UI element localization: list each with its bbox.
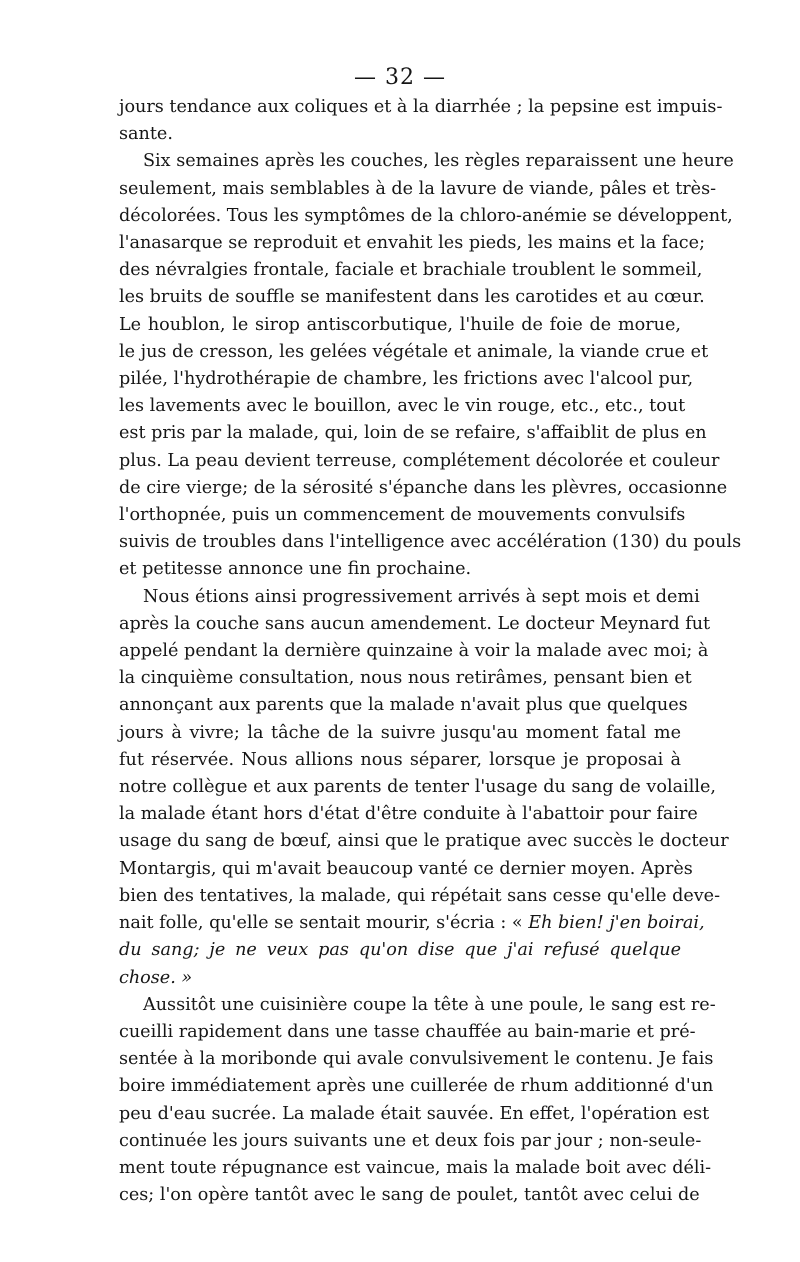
text-line: des névralgies frontale, faciale et brachiale troublent le sommeil, (119, 260, 703, 281)
text-line: et petitesse annonce une fin prochaine. (119, 559, 472, 580)
text-line: ment toute répugnance est vaincue, mais la malade boit avec déli- (119, 1157, 712, 1178)
text-line: continuée les jours suivants une et deux fois par jour ; non-seule- (119, 1130, 702, 1151)
text-line: jours tendance aux coliques et à la diarrhée ; la pepsine est impuis- (119, 97, 723, 117)
text-line: est pris par la malade, qui, loin de se refaire, s'affaiblit de plus en (119, 423, 707, 444)
text-line: annonçant aux parents que la malade n'avait plus que quelques (119, 695, 688, 716)
text-line: pilée, l'hydrothérapie de chambre, les frictions avec l'alcool pur, (119, 369, 694, 390)
text-line: les lavements avec le bouillon, avec le vin rouge, etc., etc., tout (119, 396, 686, 417)
text-line-with-quote (119, 910, 705, 937)
text-line: Six semaines après les couches, les règles reparaissent une heure (143, 151, 734, 172)
text-line: Nous étions ainsi progressivement arrivés à sept mois et demi (143, 586, 700, 607)
quote-italic: Eh bien! j'en boirai, (528, 913, 705, 934)
text-line-italic: du sang; je ne veux pas qu'on dise que j'ai refusé quelque (119, 940, 681, 961)
text-line: après la couche sans aucun amendement. Le docteur Meynard fut (119, 613, 711, 634)
text-line: l'orthopnée, puis un commencement de mouvements convulsifs (119, 505, 686, 526)
text-line: bien des tentatives, la malade, qui répétait sans cesse qu'elle deve- (119, 885, 721, 906)
text-line: ces; l'on opère tantôt avec le sang de poulet, tantôt avec celui de (119, 1185, 700, 1206)
text-line: plus. La peau devient terreuse, complétement décolorée et couleur (119, 450, 720, 471)
text-line: le jus de cresson, les gelées végétale et animale, la viande crue et (119, 341, 709, 362)
text-line: suivis de troubles dans l'intelligence avec accélération (130) du pouls (119, 532, 742, 553)
text-line: usage du sang de bœuf, ainsi que le pratique avec succès le docteur (119, 831, 729, 852)
text-line: décolorées. Tous les symptômes de la chloro-anémie se développent, (119, 205, 733, 226)
paragraph-2 (119, 148, 742, 583)
text-line: les bruits de souffle se manifestent dans les carotides et au cœur. (119, 287, 705, 308)
text-line: cueilli rapidement dans une tasse chauffée au bain-marie et pré- (119, 1021, 696, 1042)
text-line: la cinquième consultation, nous nous retirâmes, pensant bien et (119, 668, 692, 689)
text-line: sante. (119, 124, 173, 145)
text-line: peu d'eau sucrée. La malade était sauvée. En effet, l'opération est (119, 1103, 710, 1124)
text-line: fut réservée. Nous allions nous séparer, lorsque je proposai à (119, 749, 681, 770)
text-line: l'anasarque se reproduit et envahit les pieds, les mains et la face; (119, 233, 705, 254)
paragraph-3 (119, 584, 729, 992)
text-line: appelé pendant la dernière quinzaine à voir la malade avec moi; à (119, 641, 709, 662)
text-line: de cire vierge; de la sérosité s'épanche dans les plèvres, occasionne (119, 477, 728, 498)
paragraph-4 (119, 992, 716, 1210)
text-line-italic: chose. » (119, 967, 193, 988)
text-line: Aussitôt une cuisinière coupe la tête à une poule, le sang est re- (143, 994, 716, 1015)
text-line: Montargis, qui m'avait beaucoup vanté ce dernier moyen. Après (119, 858, 693, 879)
text-line: Le houblon, le sirop antiscorbutique, l'huile de foie de morue, (119, 314, 681, 335)
paragraph-1 (119, 94, 723, 148)
text-line: sentée à la moribonde qui avale convulsivement le contenu. Je fais (119, 1049, 714, 1070)
quote-lead: nait folle, qu'elle se sentait mourir, s'écria : « (119, 913, 529, 934)
page-body (119, 65, 742, 1209)
text-line: boire immédiatement après une cuillerée de rhum additionné d'un (119, 1076, 714, 1097)
page-number: — 32 — (354, 65, 446, 90)
text-line: seulement, mais semblables à de la lavure de viande, pâles et très- (119, 178, 717, 199)
text-line: la malade étant hors d'état d'être conduite à l'abattoir pour faire (119, 804, 698, 825)
text-line: jours à vivre; la tâche de la suivre jusqu'au moment fatal me (119, 722, 681, 743)
text-line: notre collègue et aux parents de tenter l'usage du sang de volaille, (119, 777, 716, 798)
